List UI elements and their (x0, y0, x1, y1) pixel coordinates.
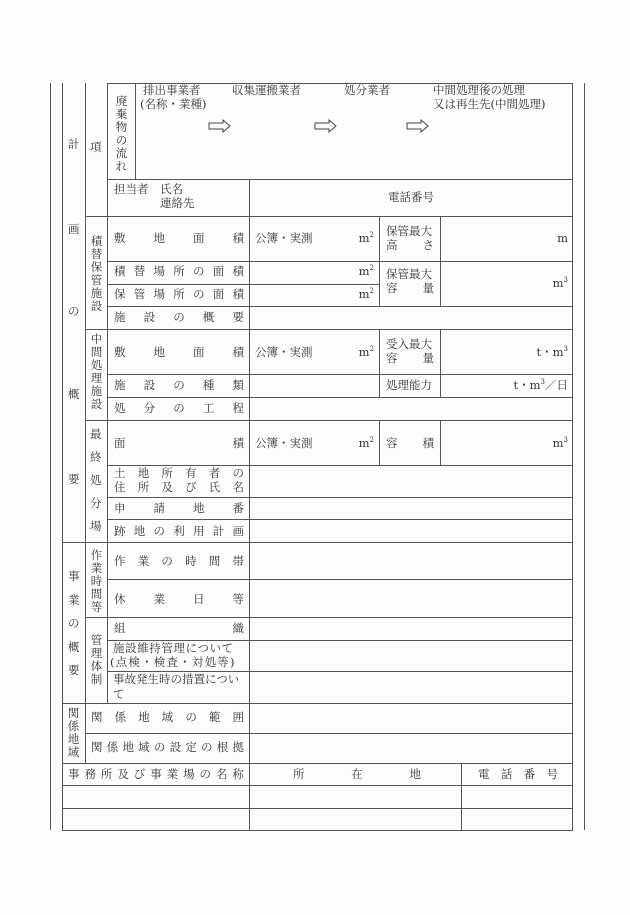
office-row-1-address[interactable] (250, 786, 461, 808)
col-line-outer (85, 83, 86, 703)
final-row3-bottom (107, 519, 573, 520)
region-basis-label: 関 係 地 域 の 設 定 の 根 拠 (91, 740, 244, 754)
storage-row3-bottom (107, 306, 573, 307)
outer-label-kei: 計 (68, 137, 80, 151)
final-sub-divider-2 (440, 420, 441, 465)
storage-overview-label: 施 設 の 概 要 (114, 310, 244, 324)
ops-row1-bottom (107, 579, 573, 580)
final-label-4: 分 (90, 496, 102, 510)
final-after-use-label: 跡 地 の 利 用 計 画 (114, 524, 244, 538)
outer-left-border (50, 83, 51, 830)
flow-disposer: 処分業者 (344, 83, 390, 97)
final-owner-label-1: 土 地 所 有 者 の (114, 466, 244, 480)
flow-emitter: 排出事業者 (143, 83, 201, 97)
final-area-label: 面 積 (114, 436, 244, 450)
inter-facility-type-label: 施 設 の 種 類 (114, 378, 244, 392)
ops-maintenance-label-1: 施設維持管理について (113, 641, 234, 655)
final-label-5: 場 (90, 519, 102, 533)
region-row1-bottom (85, 733, 573, 734)
region-bottom (62, 763, 573, 764)
storage-unit-m2: $m^2$ (358, 231, 374, 245)
item-label: 項 (90, 140, 102, 154)
final-owner-label-2: 住 所 及 び 氏 名 (114, 480, 244, 494)
storage-transfer-unit: $m^2$ (358, 264, 374, 278)
jigyo-label-1: 事 (68, 569, 80, 583)
office-header-name: 事 務 所 及 び 事 業 場 の 名 称 (68, 767, 244, 781)
office-row-1-name[interactable] (63, 786, 249, 808)
flow-post-treatment-sub: 又は再生先(中間処理) (433, 97, 546, 111)
region-scope-label: 関 係 地 域 の 範 囲 (91, 710, 244, 724)
office-row-2-address[interactable] (250, 809, 461, 830)
storage-survey-label: 公簿・実測 (255, 231, 313, 245)
region-label: 関係地域 (67, 706, 80, 759)
jigyo-label-2: 業 (68, 593, 80, 607)
ops-work-hours-label: 作 業 の 時 間 帯 (114, 554, 244, 568)
ops-hours-bottom (85, 617, 573, 618)
storage-row2-bottom (107, 284, 380, 285)
flow-emitter-sub: (名称・業種) (140, 97, 207, 111)
storage-max-capacity-label-2: 容 量 (386, 281, 434, 295)
office-header-address: 所 在 地 (293, 767, 421, 781)
office-row-2-phone[interactable] (462, 809, 572, 830)
right-arrow-icon (208, 119, 232, 133)
contact-bottom (85, 216, 573, 217)
storage-max-height-label-2: 高 さ (386, 238, 434, 252)
contact-label-sub: 連絡先 (160, 196, 195, 210)
storage-row1-bottom-left (107, 261, 573, 262)
inter-capacity-unit: t・$m^3/$日 (513, 378, 568, 392)
intermediate-section-label: 中間処理施設 (90, 332, 103, 411)
right-arrow-icon (314, 119, 338, 133)
table-left-border (62, 83, 63, 830)
outer-label-kaku: 画 (68, 222, 80, 236)
ops-mgmt-label: 管理体制 (90, 633, 103, 686)
ops-holidays-label: 休 業 日 等 (114, 592, 244, 606)
outer-right-border (584, 83, 585, 830)
storage-unit-m3: $m^3$ (552, 276, 568, 290)
jigyo-label-4: 概 (68, 640, 80, 654)
jigyo-bottom (62, 703, 573, 704)
inter-row1-bottom (107, 374, 573, 375)
storage-max-capacity-label-1: 保管最大 (386, 267, 432, 281)
final-row1-bottom (107, 465, 573, 466)
ops-hours-label: 作業時間等 (90, 548, 103, 614)
flow-bottom (107, 179, 573, 180)
inter-max-accept-label-1: 受入最大 (386, 337, 432, 351)
inter-unit-m2: $m^2$ (358, 345, 374, 359)
waste-flow-label: 廃棄物の流れ (115, 94, 128, 173)
keikaku-bottom (62, 542, 573, 543)
inter-process-label: 処 分 の 工 程 (114, 401, 244, 415)
flow-post-treatment: 中間処理後の処理 (433, 83, 525, 97)
storage-storage-unit: $m^2$ (358, 287, 374, 301)
ops-maintenance-label-2: (点検・検査・対処等) (110, 655, 236, 669)
inter-capacity-label: 処理能力 (386, 378, 432, 392)
phone-label: 電話番号 (388, 190, 434, 204)
office-row-2-name[interactable] (63, 809, 249, 830)
flow-collector: 収集運搬業者 (232, 83, 301, 97)
inter-sub-divider-2 (440, 329, 441, 397)
inter-max-accept-unit: t・$m^3$ (536, 345, 568, 359)
jigyo-label-3: の (68, 616, 80, 630)
office-header-phone: 電 話 番 号 (478, 767, 558, 781)
jigyo-label-5: 要 (68, 663, 80, 677)
table-right-border (572, 83, 573, 830)
storage-max-height-label-1: 保管最大 (386, 224, 432, 238)
storage-bottom (85, 329, 573, 330)
inter-survey-label: 公簿・実測 (255, 345, 313, 359)
storage-storage-area-label: 保 管 場 所 の 面 積 (114, 287, 244, 301)
ops-accident-label-2: て (113, 687, 125, 701)
final-survey-label: 公簿・実測 (255, 436, 313, 450)
storage-transfer-area-label: 積 替 場 所 の 面 積 (114, 264, 244, 278)
ops-organization-label: 組 織 (114, 621, 244, 635)
inter-sub-divider-1 (379, 329, 380, 397)
inter-site-area-label: 敷 地 面 積 (114, 345, 244, 359)
outer-label-no: の (68, 304, 80, 318)
col-line-sub (107, 83, 108, 703)
storage-section-label: 積替保管施設 (90, 234, 103, 313)
final-unit-m3: $m^3$ (552, 436, 568, 450)
final-label-3: 処 (90, 473, 102, 487)
final-label-2: 終 (90, 450, 102, 464)
inter-bottom (85, 420, 573, 421)
flow-label-divider (135, 83, 136, 179)
ops-accident-label-1: 事故発生時の措置につい (113, 672, 240, 686)
outer-label-gai: 概 (68, 387, 80, 401)
table-bottom-border (62, 830, 573, 831)
storage-site-area-label: 敷 地 面 積 (114, 231, 244, 245)
final-label-1: 最 (90, 427, 102, 441)
office-row-1-phone[interactable] (462, 786, 572, 808)
contact-label: 担当者 氏名 (114, 182, 183, 196)
inter-max-accept-label-2: 容 量 (386, 351, 434, 365)
final-sub-divider-1 (379, 420, 380, 465)
final-lot-number-label: 申 請 地 番 (114, 501, 244, 515)
right-arrow-icon (406, 119, 430, 133)
final-volume-label: 容 積 (386, 436, 434, 450)
main-label-divider (249, 216, 250, 703)
storage-unit-m: m (557, 231, 568, 245)
outer-label-you: 要 (68, 472, 80, 486)
final-row2-bottom (107, 497, 573, 498)
final-unit-m2: $m^2$ (358, 436, 374, 450)
inter-row2-bottom (107, 397, 573, 398)
